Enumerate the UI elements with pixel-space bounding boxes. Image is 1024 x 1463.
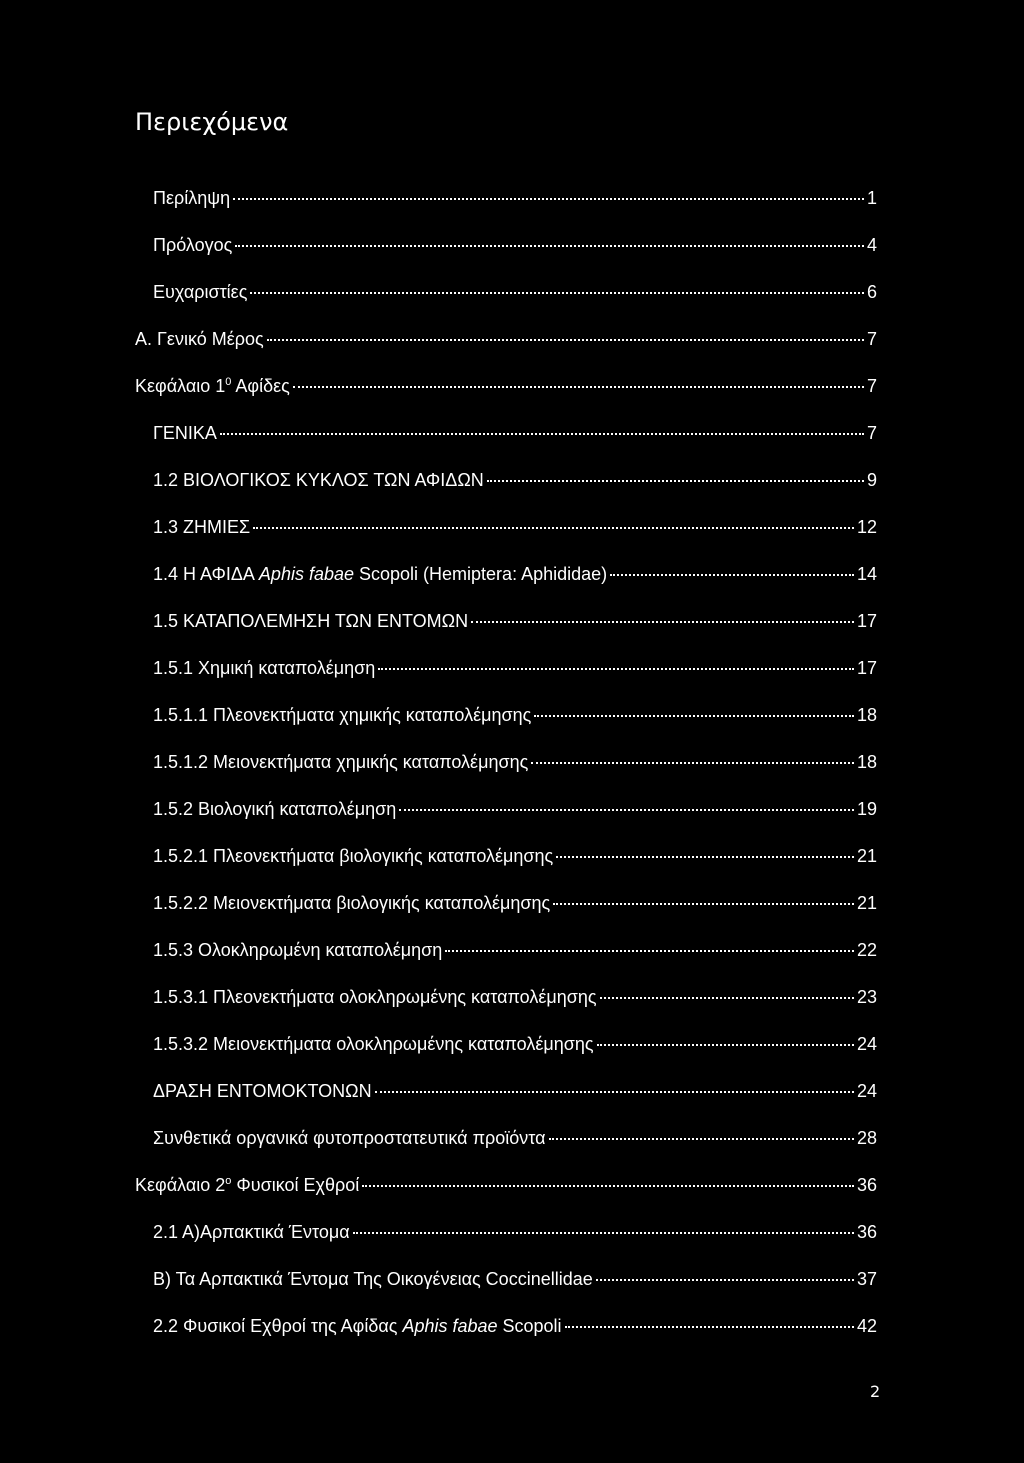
dot-leader (534, 715, 854, 717)
species-name: Aphis fabae (402, 1316, 498, 1336)
toc-entry-page: 17 (856, 658, 877, 678)
toc-entry-label: Ευχαριστίες (153, 282, 248, 302)
dot-leader (471, 621, 854, 623)
toc-entry-label: 1.2 ΒΙΟΛΟΓΙΚΟΣ ΚΥΚΛΟΣ ΤΩΝ ΑΦΙΔΩΝ (153, 470, 484, 490)
toc-entry-page: 28 (856, 1128, 877, 1148)
toc-entry-label: 2.1 Α)Αρπακτικά Έντομα (153, 1222, 350, 1242)
dot-leader (267, 339, 864, 341)
toc-entry-synthetic-products[interactable] (153, 1126, 877, 1150)
species-name: Aphis fabae (258, 564, 354, 584)
toc-entry-acknowledgements[interactable] (153, 280, 877, 304)
toc-entry-page: 6 (866, 282, 877, 302)
toc-entry-label-text: 2.2 Φυσικοί Εχθροί της Αφίδας (153, 1316, 403, 1336)
dot-leader (233, 198, 864, 200)
dot-leader (362, 1185, 854, 1187)
toc-entry-1-5-1[interactable] (153, 656, 877, 680)
toc-entry-label (153, 1314, 562, 1338)
page-number: 2 (870, 1382, 881, 1401)
toc-entry-label: Β) Τα Αρπακτικά Έντομα Της Οικογένειας Coccinellidae (153, 1269, 593, 1289)
toc-entry-1-5[interactable] (153, 609, 877, 633)
toc-entry-page: 7 (866, 329, 877, 349)
toc-entry-coccinellidae[interactable] (153, 1267, 877, 1291)
toc-entry-label: 1.5.1.2 Μειονεκτήματα χημικής καταπολέμησης (153, 752, 529, 772)
toc-entry-label: Συνθετικά οργανικά φυτοπροστατευτικά προϊόντα (153, 1128, 546, 1148)
toc-entry-page: 36 (856, 1175, 877, 1195)
superscript: 0 (225, 376, 232, 388)
dot-leader (553, 903, 854, 905)
toc-entry-page: 21 (856, 846, 877, 866)
toc-entry-1-2[interactable] (153, 468, 877, 492)
toc-entry-page: 18 (856, 752, 877, 772)
toc-entry-page: 36 (856, 1222, 877, 1242)
superscript: ο (225, 1175, 232, 1187)
toc-entry-label (135, 374, 290, 398)
dot-leader (220, 433, 864, 435)
toc-entry-label: 1.5.1.1 Πλεονεκτήματα χημικής καταπολέμησης (153, 705, 532, 725)
toc-entry-2-2[interactable] (153, 1314, 877, 1338)
dot-leader (253, 527, 854, 529)
toc-entry-label-text: Αφίδες (231, 376, 290, 396)
toc-entry-label: 1.5.3.1 Πλεονεκτήματα ολοκληρωμένης καταπολέμησης (153, 987, 597, 1007)
toc-entry-page: 42 (856, 1316, 877, 1336)
toc-entry-insecticide-action[interactable] (153, 1079, 877, 1103)
toc-entry-label-text: Κεφάλαιο 2 (135, 1175, 226, 1195)
toc-entry-page: 37 (856, 1269, 877, 1289)
toc-entry-label: 1.5.1 Χημική καταπολέμηση (153, 658, 376, 678)
toc-entry-label: 1.5.3 Ολοκληρωμένη καταπολέμηση (153, 940, 443, 960)
dot-leader (531, 762, 854, 764)
dot-leader (375, 1091, 854, 1093)
toc-entry-page: 23 (856, 987, 877, 1007)
toc-entry-label-text: Φυσικοί Εχθροί (231, 1175, 360, 1195)
toc-entry-label-text: 1.4 Η ΑΦΙΔΑ (153, 564, 259, 584)
dot-leader (445, 950, 854, 952)
toc-entry-label: 1.5.2 Βιολογική καταπολέμηση (153, 799, 397, 819)
toc-entry-page: 12 (856, 517, 877, 537)
toc-entry-page: 21 (856, 893, 877, 913)
toc-entry-1-5-2-1[interactable] (153, 844, 877, 868)
toc-entry-page: 17 (856, 611, 877, 631)
toc-entry-page: 1 (866, 188, 877, 208)
dot-leader (353, 1232, 854, 1234)
dot-leader (487, 480, 864, 482)
page-title: Περιεχόμενα (135, 108, 289, 136)
toc-entry-page: 18 (856, 705, 877, 725)
toc-entry-1-3[interactable] (153, 515, 877, 539)
toc-entry-label: 1.3 ΖΗΜΙΕΣ (153, 517, 251, 537)
toc-entry-label: Πρόλογος (153, 235, 233, 255)
dot-leader (378, 668, 854, 670)
toc-entry-label: Α. Γενικό Μέρος (135, 329, 264, 349)
dot-leader (549, 1138, 854, 1140)
toc-entry-1-5-3-2[interactable] (153, 1032, 877, 1056)
toc-entry-label (153, 562, 607, 586)
toc-entry-label-text: Κεφάλαιο 1 (135, 376, 226, 396)
toc-entry-1-5-1-1[interactable] (153, 703, 877, 727)
toc-entry-summary[interactable] (153, 186, 877, 210)
toc-entry-label-text: Scopoli (497, 1316, 562, 1336)
toc-entry-chapter-1[interactable] (135, 374, 877, 398)
toc-entry-page: 4 (866, 235, 877, 255)
toc-entry-1-5-2[interactable] (153, 797, 877, 821)
dot-leader (293, 386, 864, 388)
dot-leader (399, 809, 854, 811)
dot-leader (235, 245, 864, 247)
dot-leader (556, 856, 854, 858)
dot-leader (597, 1044, 854, 1046)
toc-entry-1-4[interactable] (153, 562, 877, 586)
toc-entry-page: 14 (856, 564, 877, 584)
toc-entry-label: ΓΕΝΙΚΑ (153, 423, 217, 443)
toc-entry-label: 1.5.2.2 Μειονεκτήματα βιολογικής καταπολέμησης (153, 893, 551, 913)
toc-entry-label: 1.5.2.1 Πλεονεκτήματα βιολογικής καταπολέμησης (153, 846, 554, 866)
dot-leader (600, 997, 854, 999)
toc-entry-page: 19 (856, 799, 877, 819)
toc-entry-2-1[interactable] (153, 1220, 877, 1244)
toc-entry-page: 7 (866, 376, 877, 396)
toc-entry-label: 1.5 ΚΑΤΑΠΟΛΕΜΗΣΗ ΤΩΝ ΕΝΤΟΜΩΝ (153, 611, 469, 631)
dot-leader (250, 292, 864, 294)
toc-entry-page: 9 (866, 470, 877, 490)
dot-leader (596, 1279, 854, 1281)
toc-entry-1-5-2-2[interactable] (153, 891, 877, 915)
dot-leader (610, 574, 854, 576)
toc-entry-1-5-1-2[interactable] (153, 750, 877, 774)
toc-entry-page: 24 (856, 1034, 877, 1054)
toc-entry-page: 22 (856, 940, 877, 960)
toc-entry-label (135, 1173, 359, 1197)
toc-entry-page: 7 (866, 423, 877, 443)
toc-entry-chapter-2[interactable] (135, 1173, 877, 1197)
toc-entry-1-5-3[interactable] (153, 938, 877, 962)
toc-entry-page: 24 (856, 1081, 877, 1101)
toc-entry-1-5-3-1[interactable] (153, 985, 877, 1009)
toc-entry-label: ΔΡΑΣΗ ΕΝΤΟΜΟΚΤΟΝΩΝ (153, 1081, 372, 1101)
toc-entry-general-part[interactable] (135, 327, 877, 351)
toc-entry-label-text: Scopoli (Hemiptera: Aphididae) (354, 564, 608, 584)
toc-entry-general[interactable] (153, 421, 877, 445)
toc-entry-label: 1.5.3.2 Μειονεκτήματα ολοκληρωμένης καταπολέμησης (153, 1034, 594, 1054)
dot-leader (565, 1326, 854, 1328)
toc-entry-label: Περίληψη (153, 188, 231, 208)
toc-entry-preface[interactable] (153, 233, 877, 257)
